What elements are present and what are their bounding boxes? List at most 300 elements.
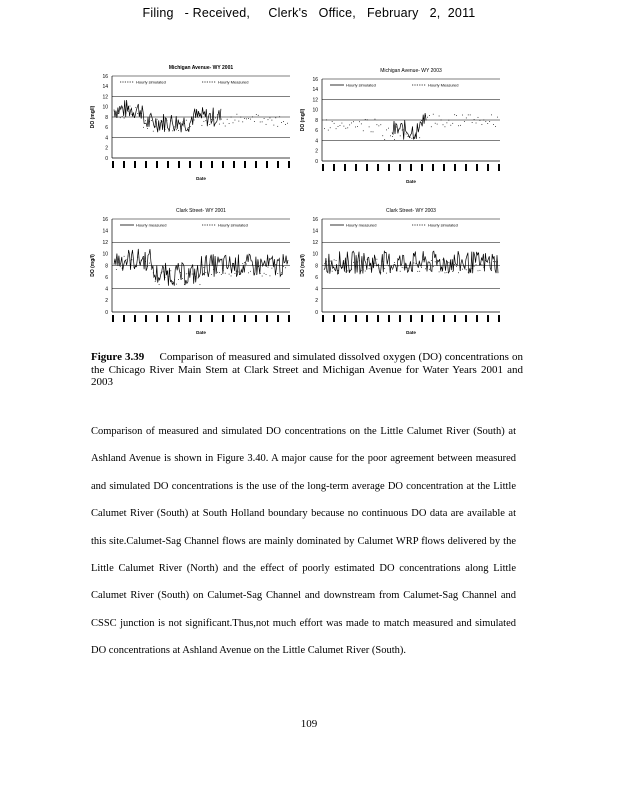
x-tick-label	[189, 315, 191, 322]
figure-3-39	[0, 0, 618, 345]
y-tick-label: 4	[105, 286, 108, 293]
y-tick-label: 6	[315, 274, 318, 281]
x-tick-label	[112, 315, 114, 322]
x-tick-label	[366, 315, 368, 322]
x-tick-label	[244, 315, 246, 322]
y-axis-label: DO (mg/l)	[300, 254, 306, 277]
simulated-point	[332, 121, 333, 122]
legend-entry: Hourly simulated	[218, 222, 248, 228]
simulated-point	[229, 274, 230, 275]
simulated-point	[235, 120, 236, 121]
simulated-point	[231, 276, 232, 277]
simulated-point	[124, 118, 125, 119]
simulated-point	[203, 267, 204, 268]
y-tick-label: 6	[315, 128, 318, 135]
simulated-point	[266, 124, 267, 125]
simulated-point	[236, 114, 237, 115]
simulated-point	[285, 267, 286, 268]
simulated-point	[194, 120, 195, 121]
body-text	[91, 418, 516, 665]
x-tick-label	[233, 161, 235, 168]
simulated-point	[382, 135, 383, 136]
simulated-point	[205, 272, 206, 273]
x-tick-label	[487, 315, 489, 322]
simulated-point	[120, 266, 121, 267]
simulated-point	[345, 128, 346, 129]
simulated-point	[238, 121, 239, 122]
simulated-point	[365, 271, 366, 272]
simulated-point	[190, 126, 191, 127]
simulated-point	[429, 115, 430, 116]
x-tick-label	[443, 164, 445, 171]
simulated-point	[149, 263, 150, 264]
simulated-point	[281, 272, 282, 273]
y-tick-label: 2	[105, 298, 108, 305]
simulated-point	[431, 260, 432, 261]
simulated-point	[388, 265, 389, 266]
caption-label: Figure 3.39	[91, 351, 145, 363]
simulated-point	[353, 121, 354, 122]
simulated-point	[452, 271, 453, 272]
simulated-point	[478, 270, 479, 271]
simulated-point	[336, 128, 337, 129]
simulated-point	[227, 119, 228, 120]
x-tick-label	[399, 164, 401, 171]
y-tick-label: 16	[312, 216, 318, 223]
chart-title: Clark Street- WY 2003	[386, 208, 436, 214]
measured-series-line	[392, 113, 426, 140]
y-tick-label: 0	[315, 158, 318, 165]
y-axis-label: DO (mg/l)	[90, 105, 96, 129]
simulated-point	[476, 264, 477, 265]
simulated-point	[419, 137, 420, 138]
x-tick-label	[410, 315, 412, 322]
measured-series-line	[324, 251, 498, 274]
simulated-point	[481, 264, 482, 265]
simulated-point	[135, 265, 136, 266]
simulated-point	[448, 120, 449, 121]
y-tick-label: 14	[312, 87, 318, 94]
simulated-point	[429, 269, 430, 270]
simulated-point	[172, 281, 173, 282]
simulated-point	[221, 274, 222, 275]
x-tick-label	[222, 161, 224, 168]
legend-entry: Hourly simulated	[346, 82, 376, 88]
simulated-point	[268, 267, 269, 268]
x-tick-label	[443, 315, 445, 322]
x-tick-label	[322, 164, 324, 171]
simulated-point	[433, 266, 434, 267]
simulated-point	[413, 263, 414, 264]
simulated-point	[495, 126, 496, 127]
x-tick-label	[167, 161, 169, 168]
x-tick-label	[277, 161, 279, 168]
simulated-point	[246, 264, 247, 265]
simulated-point	[176, 284, 177, 285]
simulated-point	[341, 123, 342, 124]
x-axis-label: Date	[196, 330, 206, 335]
simulated-point	[353, 262, 354, 263]
y-axis-label: DO (mg/l)	[300, 108, 306, 132]
x-tick-label	[255, 161, 257, 168]
simulated-point	[211, 119, 212, 120]
x-tick-label	[277, 315, 279, 322]
simulated-point	[205, 120, 206, 121]
simulated-point	[433, 114, 434, 115]
y-tick-label: 12	[312, 97, 318, 104]
simulated-point	[493, 124, 494, 125]
simulated-point	[357, 126, 358, 127]
y-tick-label: 16	[312, 76, 318, 83]
simulated-point	[485, 121, 486, 122]
legend-entry: Hourly simulated	[136, 79, 166, 85]
simulated-point	[376, 259, 377, 260]
simulated-point	[417, 271, 418, 272]
simulated-point	[159, 284, 160, 285]
simulated-point	[445, 272, 446, 273]
simulated-point	[254, 121, 255, 122]
x-tick-label	[145, 315, 147, 322]
x-tick-label	[167, 315, 169, 322]
measured-series-line	[114, 249, 288, 286]
simulated-point	[446, 122, 447, 123]
simulated-point	[153, 131, 154, 132]
simulated-point	[135, 107, 136, 108]
simulated-point	[246, 118, 247, 119]
chart-panel-2	[300, 68, 500, 184]
simulated-point	[252, 116, 253, 117]
x-tick-label	[432, 164, 434, 171]
simulated-point	[198, 117, 199, 118]
simulated-point	[474, 119, 475, 120]
simulated-point	[439, 271, 440, 272]
simulated-point	[458, 272, 459, 273]
simulated-point	[497, 117, 498, 118]
x-tick-label	[388, 315, 390, 322]
simulated-point	[122, 116, 123, 117]
simulated-point	[192, 274, 193, 275]
x-tick-label	[123, 161, 125, 168]
simulated-point	[178, 130, 179, 131]
simulated-point	[454, 264, 455, 265]
simulated-point	[235, 273, 236, 274]
simulated-point	[271, 268, 272, 269]
simulated-point	[394, 139, 395, 140]
simulated-point	[392, 136, 393, 137]
simulated-point	[270, 118, 271, 119]
x-tick-label	[476, 164, 478, 171]
simulated-point	[402, 130, 403, 131]
simulated-point	[147, 128, 148, 129]
y-tick-label: 2	[105, 145, 108, 152]
simulated-point	[343, 126, 344, 127]
x-tick-label	[377, 315, 379, 322]
simulated-point	[143, 127, 144, 128]
simulated-point	[359, 121, 360, 122]
caption-text: Comparison of measured and simulated dissolved oxygen (DO) concentrations on the Chicago River Main Stem at Clark Street and Michigan Avenue for Water Years 2001 and 2003	[91, 351, 523, 388]
simulated-point	[425, 268, 426, 269]
y-tick-label: 0	[105, 155, 108, 162]
simulated-point	[270, 275, 271, 276]
chart-panel-4	[300, 208, 500, 335]
y-tick-label: 12	[312, 240, 318, 247]
y-tick-label: 4	[315, 286, 318, 293]
simulated-point	[375, 263, 376, 264]
y-tick-label: 8	[105, 263, 108, 270]
simulated-point	[124, 256, 125, 257]
simulated-point	[443, 124, 444, 125]
simulated-point	[446, 272, 447, 273]
simulated-point	[271, 120, 272, 121]
simulated-point	[209, 124, 210, 125]
x-tick-label	[476, 315, 478, 322]
x-tick-label	[112, 161, 114, 168]
simulated-point	[431, 126, 432, 127]
x-tick-label	[421, 315, 423, 322]
page-number: 109	[300, 718, 318, 730]
x-tick-label	[266, 161, 268, 168]
x-tick-label	[333, 315, 335, 322]
measured-series-line	[114, 100, 221, 132]
y-tick-label: 14	[102, 84, 108, 91]
simulated-point	[116, 269, 117, 270]
y-tick-label: 10	[312, 107, 318, 114]
x-tick-label	[211, 161, 213, 168]
simulated-point	[264, 118, 265, 119]
simulated-point	[408, 268, 409, 269]
simulated-point	[487, 123, 488, 124]
y-tick-label: 0	[315, 309, 318, 316]
simulated-point	[217, 272, 218, 273]
simulated-point	[474, 266, 475, 267]
simulated-point	[406, 267, 407, 268]
simulated-point	[186, 120, 187, 121]
simulated-point	[203, 121, 204, 122]
x-tick-label	[134, 161, 136, 168]
simulated-point	[386, 273, 387, 274]
simulated-point	[182, 122, 183, 123]
x-tick-label	[156, 161, 158, 168]
y-tick-label: 4	[315, 138, 318, 145]
y-tick-label: 8	[315, 263, 318, 270]
simulated-point	[478, 117, 479, 118]
simulated-point	[402, 267, 403, 268]
x-tick-label	[454, 315, 456, 322]
legend-entry: Hourly Measured	[428, 82, 459, 88]
simulated-point	[131, 259, 132, 260]
simulated-point	[120, 117, 121, 118]
legend-entry: Hourly measured	[346, 222, 377, 228]
y-tick-label: 12	[102, 240, 108, 247]
simulated-point	[448, 262, 449, 263]
x-tick-label	[233, 315, 235, 322]
y-axis-label: DO (mg/l)	[90, 254, 96, 277]
simulated-point	[334, 123, 335, 124]
simulated-point	[411, 138, 412, 139]
x-tick-label	[322, 315, 324, 322]
simulated-point	[275, 264, 276, 265]
x-tick-label	[421, 164, 423, 171]
simulated-point	[462, 269, 463, 270]
simulated-point	[351, 123, 352, 124]
x-tick-label	[156, 315, 158, 322]
simulated-point	[347, 127, 348, 128]
simulated-point	[472, 122, 473, 123]
x-tick-label	[344, 164, 346, 171]
simulated-point	[384, 139, 385, 140]
x-tick-label	[454, 164, 456, 171]
simulated-point	[445, 126, 446, 127]
y-tick-label: 8	[315, 117, 318, 124]
simulated-point	[406, 134, 407, 135]
simulated-point	[172, 130, 173, 131]
simulated-point	[408, 136, 409, 137]
simulated-point	[231, 117, 232, 118]
x-tick-label	[200, 161, 202, 168]
y-tick-label: 16	[102, 73, 108, 80]
simulated-point	[163, 271, 164, 272]
y-tick-label: 8	[105, 114, 108, 121]
x-tick-label	[222, 315, 224, 322]
simulated-point	[334, 259, 335, 260]
simulated-point	[481, 124, 482, 125]
simulated-point	[394, 262, 395, 263]
simulated-point	[421, 120, 422, 121]
x-tick-label	[255, 315, 257, 322]
simulated-point	[326, 119, 327, 120]
simulated-point	[244, 262, 245, 263]
simulated-point	[264, 273, 265, 274]
simulated-point	[466, 269, 467, 270]
y-tick-label: 16	[102, 216, 108, 223]
simulated-point	[338, 270, 339, 271]
y-tick-label: 10	[102, 104, 108, 111]
x-tick-label	[498, 164, 500, 171]
y-tick-label: 2	[315, 298, 318, 305]
simulated-point	[495, 261, 496, 262]
simulated-point	[456, 115, 457, 116]
simulated-point	[340, 125, 341, 126]
simulated-point	[240, 117, 241, 118]
simulated-point	[225, 273, 226, 274]
simulated-point	[456, 266, 457, 267]
simulated-point	[435, 123, 436, 124]
simulated-point	[155, 281, 156, 282]
simulated-point	[277, 126, 278, 127]
simulated-point	[363, 130, 364, 131]
simulated-point	[450, 125, 451, 126]
x-tick-label	[487, 164, 489, 171]
chart-title: Michigan Avenue- WY 2001	[168, 65, 234, 71]
x-tick-label	[465, 315, 467, 322]
x-tick-label	[200, 315, 202, 322]
simulated-point	[332, 271, 333, 272]
simulated-point	[419, 271, 420, 272]
x-tick-label	[178, 161, 180, 168]
x-tick-label	[344, 315, 346, 322]
simulated-point	[275, 117, 276, 118]
y-tick-label: 12	[102, 94, 108, 101]
page-header: Filing - Received, Clerk's Office, February 2, 2011	[142, 6, 476, 20]
x-tick-label	[288, 315, 290, 322]
legend-entry: Hourly simulated	[428, 222, 458, 228]
simulated-point	[250, 119, 251, 120]
y-tick-label: 2	[315, 148, 318, 155]
simulated-point	[182, 278, 183, 279]
simulated-point	[128, 111, 129, 112]
simulated-point	[460, 125, 461, 126]
simulated-point	[466, 118, 467, 119]
x-axis-label: Date	[406, 179, 416, 184]
simulated-point	[242, 121, 243, 122]
simulated-point	[266, 274, 267, 275]
simulated-point	[200, 113, 201, 114]
simulated-point	[452, 123, 453, 124]
body-paragraph: Comparison of measured and simulated DO concentrations on the Little Calumet River (South) at Ashland Avenue is shown in Figure 3.40. A major cause for the poor agreement between measured and simulated DO concentrations is the use of the long-term average DO concentration at the Little Calumet River (South) at South Holland boundary because no continuous DO data are available at this site.Calumet-Sag Channel flows are mainly dominated by Calumet WRP flows delivered by the Little Calumet River (North) and the effect of poorly estimated DO concentrations along Little Calumet River (South) on Calumet-Sag Channel and downstream from Calumet-Sag Channel and CSSC junction is not significant.Thus,not much effort was made to match measured and simulated DO concentrations at Ashland Avenue on the Little Calumet River (South).	[91, 426, 516, 657]
simulated-point	[273, 125, 274, 126]
simulated-point	[248, 118, 249, 119]
y-tick-label: 14	[102, 228, 108, 235]
simulated-point	[369, 126, 370, 127]
simulated-point	[225, 126, 226, 127]
simulated-point	[454, 114, 455, 115]
y-tick-label: 10	[102, 251, 108, 258]
simulated-point	[151, 269, 152, 270]
simulated-point	[483, 120, 484, 121]
simulated-point	[170, 270, 171, 271]
simulated-point	[367, 119, 368, 120]
chart-title: Clark Street- WY 2001	[176, 208, 226, 214]
x-tick-label	[498, 315, 500, 322]
simulated-point	[324, 263, 325, 264]
simulated-point	[470, 114, 471, 115]
figure-caption	[91, 351, 523, 389]
x-axis-label: Date	[406, 330, 416, 335]
x-tick-label	[244, 161, 246, 168]
simulated-point	[233, 122, 234, 123]
simulated-point	[458, 125, 459, 126]
x-tick-label	[288, 161, 290, 168]
simulated-point	[283, 121, 284, 122]
y-tick-label: 6	[105, 125, 108, 132]
simulated-point	[268, 119, 269, 120]
simulated-point	[392, 269, 393, 270]
x-tick-label	[211, 315, 213, 322]
x-tick-label	[266, 315, 268, 322]
simulated-point	[439, 116, 440, 117]
simulated-point	[176, 129, 177, 130]
x-tick-label	[388, 164, 390, 171]
simulated-point	[400, 135, 401, 136]
simulated-point	[277, 273, 278, 274]
y-tick-label: 4	[105, 135, 108, 142]
simulated-point	[215, 118, 216, 119]
simulated-point	[349, 124, 350, 125]
simulated-point	[365, 119, 366, 120]
simulated-point	[355, 127, 356, 128]
chart-panel-3	[90, 208, 290, 335]
simulated-point	[388, 128, 389, 129]
x-axis-label: Date	[196, 176, 206, 181]
simulated-point	[256, 114, 257, 115]
simulated-point	[380, 124, 381, 125]
x-tick-label	[333, 164, 335, 171]
simulated-point	[371, 131, 372, 132]
simulated-point	[178, 279, 179, 280]
simulated-point	[386, 129, 387, 130]
simulated-point	[250, 271, 251, 272]
x-tick-label	[432, 315, 434, 322]
